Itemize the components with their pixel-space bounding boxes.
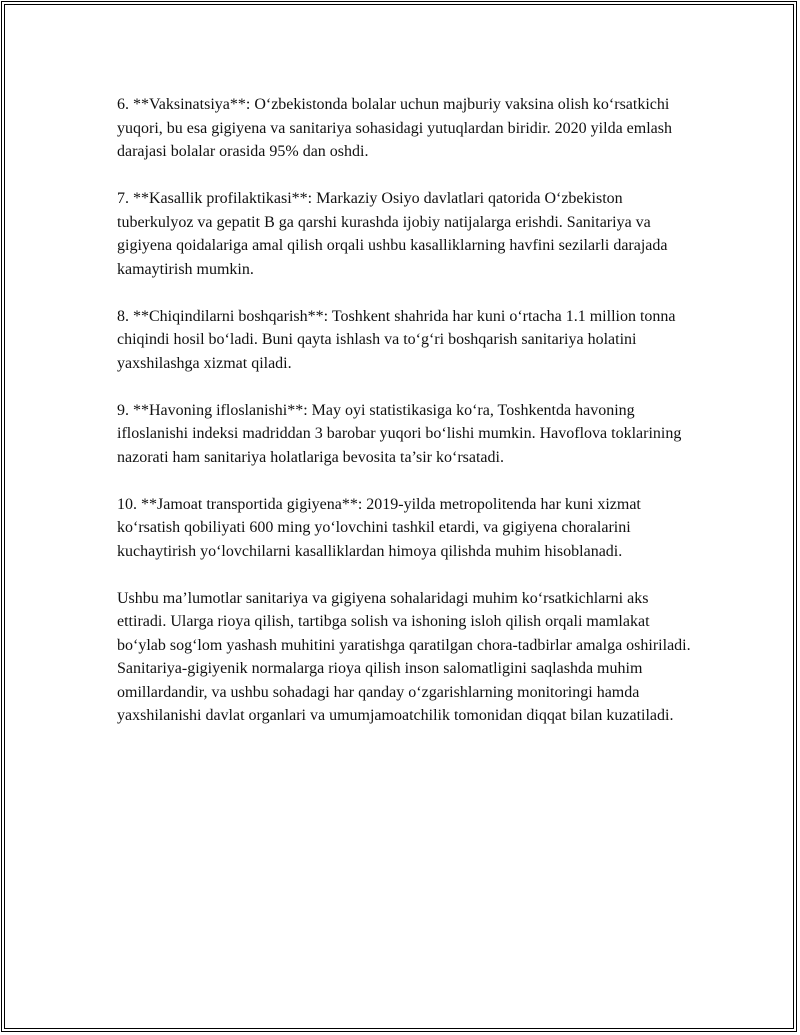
paragraph-conclusion: Ushbu ma’lumotlar sanitariya va gigiyena sohalaridagi muhim ko‘rsatkichlarni aks ettiradi. Ularga rioya qilish, tartibga solish va ishoning isloh qilish orqali mamlakat bo‘ylab sog‘lom yashash muhitini yaratishga qaratilgan chora-tadbirlar amalga oshiriladi. Sanitariya-gigiyenik normalarga rioya qilish inson salomatligini saqlashda muhim omillardandir, va ushbu sohadagi har qanday o‘zgarishlarning monitoringi hamda yaxshilanishi davlat organlari va umumjamoatchilik tomonidan diqqat bilan kuzatiladi. [117,589,691,724]
paragraph-havoning-ifloslanishi: 9. **Havoning ifloslanishi**: May oyi statistikasiga ko‘ra, Toshkentda havoning ifloslanishi indeksi madriddan 3 barobar yuqori bo‘lishi mumkin. Havoflova toklarining nazorati ham sanitariya holatlariga bevosita ta’sir ko‘rsatadi. [117,401,682,466]
paragraph-jamoat-transportida-gigiyena: 10. **Jamoat transportida gigiyena**: 2019-yilda metropolitenda har kuni xizmat ko‘rsatish qobiliyati 600 ming yo‘lovchini tashkil etardi, va gigiyena choralarini kuchaytirish yo‘lovchilarni kasalliklardan himoya qilishda muhim hisoblanadi. [117,495,641,560]
paragraph-kasallik-profilaktikasi: 7. **Kasallik profilaktikasi**: Markaziy Osiyo davlatlari qatorida O‘zbekiston tuberkulyoz va gepatit B ga qarshi kurashda ijobiy natijalarga erishdi. Sanitariya va gigiyena qoidalariga amal qilish orqali ushbu kasalliklarning havfini sezilarli darajada kamaytirish mumkin. [117,190,668,278]
paragraph-chiqindilarni-boshqarish: 8. **Chiqindilarni boshqarish**: Toshkent shahrida har kuni o‘rtacha 1.1 million tonna chiqindi hosil bo‘ladi. Buni qayta ishlash va to‘g‘ri boshqarish sanitariya holatini yaxshilashga xizmat qiladi. [117,307,676,372]
document-body [117,93,697,751]
paragraph-vaksinatsiya: 6. **Vaksinatsiya**: O‘zbekistonda bolalar uchun majburiy vaksina olish ko‘rsatkichi yuqori, bu esa gigiyena va sanitariya sohasidagi yutuqlardan biridir. 2020 yilda emlash darajasi bolalar orasida 95% dan oshdi. [117,96,672,160]
